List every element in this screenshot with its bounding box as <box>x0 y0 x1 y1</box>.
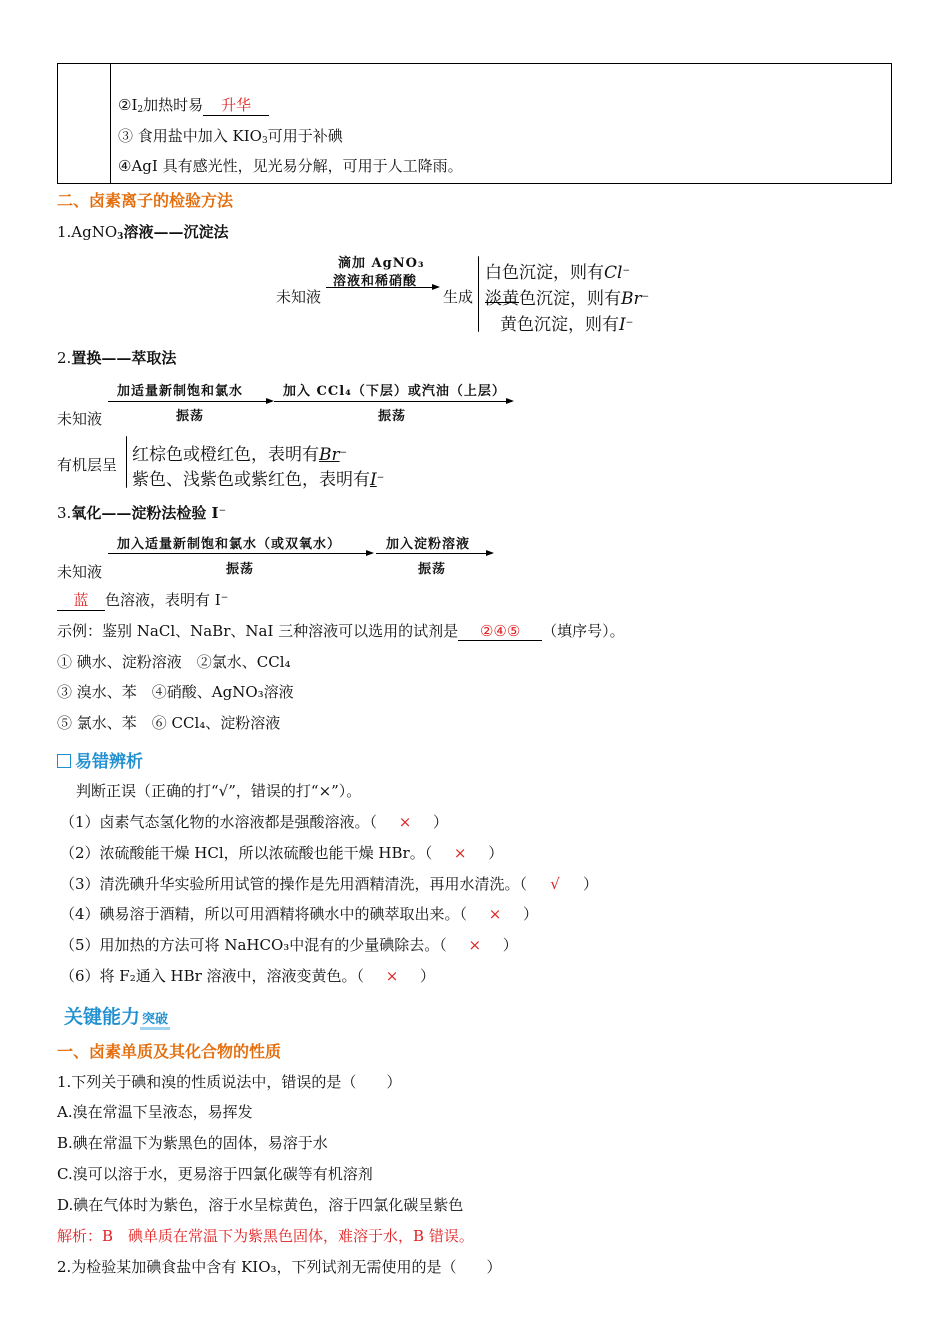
judgement-mark: × <box>398 813 412 831</box>
error-item <box>60 873 598 894</box>
table-row-4: ④AgI 具有感光性，见光易分解，可用于人工降雨。 <box>118 157 463 175</box>
m3-arrow-1 <box>108 553 372 554</box>
close-paren: ） <box>523 905 539 923</box>
minus-sign: − <box>622 266 630 276</box>
explanation <box>57 1225 474 1246</box>
question-2: 2.为检验某加碘食盐中含有 KIO₃，下列试剂无需使用的是（ ） <box>57 1258 502 1276</box>
judgement-mark: × <box>488 905 502 923</box>
minus-sign: − <box>218 506 227 516</box>
close-paren: ） <box>583 875 599 893</box>
errors-title: 易错辨析 <box>75 752 143 772</box>
m3-pre: 3. <box>57 504 72 522</box>
error-item <box>60 842 503 863</box>
m2-r1-text: 红棕色或橙红色，表明有 <box>132 445 319 465</box>
errors-intro: 判断正误（正确的打“√”，错误的打“×”）。 <box>76 782 362 800</box>
m3-result-text: 色溶液，表明有 I <box>105 591 221 609</box>
section-title: 二、卤素离子的检验方法 <box>57 191 234 210</box>
m1-r2-text: 淡黄色沉淀，则有 <box>485 289 621 309</box>
option-a: A.溴在常温下呈液态，易挥发 <box>57 1103 253 1121</box>
m2-arrow2-top: 加入 CCl₄（下层）或汽油（上层） <box>283 384 506 399</box>
underline-mark <box>485 302 519 303</box>
ion-br: Br <box>319 445 340 465</box>
m2-title-text: 置换——萃取法 <box>71 349 177 367</box>
table-row-3 <box>118 125 343 146</box>
m2-result-1 <box>132 440 347 465</box>
m3-title-text: 氧化——淀粉法检验 I <box>71 504 219 522</box>
option-line-3: ⑤ 氯水、苯 ⑥ CCl₄、淀粉溶液 <box>57 714 281 732</box>
m3-arrow1-bot: 振荡 <box>226 562 255 577</box>
error-item-text: （6）将 F₂通入 HBr 溶液中，溶液变黄色。（ <box>60 967 365 985</box>
m1-result-2 <box>485 284 649 309</box>
m2-arrow2-bot: 振荡 <box>378 409 407 424</box>
m1-r3-text: 黄色沉淀，则有 <box>500 315 619 335</box>
close-paren: ） <box>433 813 449 831</box>
method-1-title <box>57 221 228 242</box>
m3-arrow-2 <box>376 553 492 554</box>
m2-layer: 有机层呈 <box>57 456 118 474</box>
m1-r1-text: 白色沉淀，则有 <box>485 263 604 283</box>
ion-i: I <box>619 315 626 335</box>
m3-result <box>57 589 228 611</box>
m2-brace <box>126 436 127 488</box>
m2-pre: 2. <box>57 349 72 367</box>
method-2-title <box>57 347 176 368</box>
m1-arrow <box>326 287 438 288</box>
error-item <box>60 965 435 986</box>
minus-sign: − <box>220 593 229 603</box>
judgement-mark: × <box>385 967 399 985</box>
row2-mid: 加热时易 <box>143 96 204 114</box>
minus-sign: − <box>339 448 348 458</box>
m2-r2-text: 紫色、浅紫色或紫红色，表明有 <box>132 470 370 490</box>
judgement-mark: √ <box>550 875 560 893</box>
close-paren: ） <box>488 844 504 862</box>
option-c: C.溴可以溶于水，更易溶于四氯化碳等有机溶剂 <box>57 1165 373 1183</box>
table-row-2 <box>118 94 269 116</box>
explanation-label: 解析：B <box>57 1227 114 1245</box>
row3-post: 可用于补碘 <box>267 127 343 145</box>
example <box>57 620 625 641</box>
option-b: B.碘在常温下为紫黑色的固体，易溶于水 <box>57 1134 328 1152</box>
row2-sub: 2 <box>137 105 144 115</box>
error-item-text: （2）浓硫酸能干燥 HCl，所以浓硫酸也能干燥 HBr。（ <box>60 844 433 862</box>
m3-arrow2-top: 加入淀粉溶液 <box>386 537 471 552</box>
question-1: 1.下列关于碘和溴的性质说法中，错误的是（ ） <box>57 1073 402 1091</box>
error-item-text: （1）卤素气态氢化物的水溶液都是强酸溶液。（ <box>60 813 378 831</box>
m2-arrow-2 <box>274 401 512 402</box>
minus-sign: − <box>641 292 650 302</box>
m2-left: 未知液 <box>57 410 103 428</box>
error-item <box>60 903 538 924</box>
m1-pre: 1.AgNO <box>57 223 118 241</box>
error-item-text: （5）用加热的方法可将 NaHCO₃中混有的少量碘除去。（ <box>60 936 447 954</box>
answer-blank: 升华 <box>203 94 269 116</box>
ion-cl: Cl <box>604 263 623 283</box>
row3-text: ③ 食用盐中加入 KIO <box>118 127 262 145</box>
badge-text: 关键能力 <box>64 1006 141 1028</box>
m1-left: 未知液 <box>276 288 322 306</box>
m1-result-1 <box>485 258 630 283</box>
answer-blank: 蓝 <box>57 589 105 611</box>
method-3-title <box>57 502 226 523</box>
close-paren: ） <box>502 936 518 954</box>
m2-result-2 <box>132 465 384 490</box>
m1-result-3 <box>500 310 633 335</box>
m1-right: 生成 <box>443 288 474 306</box>
ion-i: I <box>370 470 377 490</box>
error-item <box>60 934 518 955</box>
m3-arrow2-bot: 振荡 <box>418 562 447 577</box>
judgement-mark: × <box>468 936 482 954</box>
m3-arrow1-top: 加入适量新制饱和氯水（或双氧水） <box>117 537 342 552</box>
judgement-mark: × <box>453 844 467 862</box>
option-d: D.碘在气体时为紫色，溶于水呈棕黄色，溶于四氯化碳呈紫色 <box>57 1196 464 1214</box>
minus-sign: − <box>625 318 634 328</box>
ability-badge <box>64 1002 170 1029</box>
table-divider <box>110 64 111 183</box>
m1-post: 溶液——沉淀法 <box>123 223 229 241</box>
error-item <box>60 811 448 832</box>
m2-arrow-1 <box>108 401 272 402</box>
section-title: 一、卤素单质及其化合物的性质 <box>57 1042 282 1061</box>
error-item-text: （4）碘易溶于酒精，所以可用酒精将碘水中的碘萃取出来。（ <box>60 905 468 923</box>
badge-tail: 突破 <box>140 1012 170 1030</box>
ion-br: Br <box>621 289 642 309</box>
m1-sub: 3 <box>117 232 124 242</box>
close-paren: ） <box>420 967 436 985</box>
m1-brace <box>478 256 479 332</box>
row2-text: ②I <box>118 96 138 114</box>
m1-arrow-label-2: 溶液和稀硝酸 <box>333 274 418 289</box>
m2-arrow1-top: 加适量新制饱和氯水 <box>117 384 244 399</box>
errors-heading <box>57 747 143 772</box>
row3-sub: 3 <box>261 136 268 146</box>
error-item-text: （3）清洗碘升华实验所用试管的操作是先用酒精清洗，再用水清洗。（ <box>60 875 528 893</box>
answer-blank: ②④⑤ <box>458 622 542 641</box>
option-line-1: ① 碘水、淀粉溶液 ②氯水、CCl₄ <box>57 653 291 671</box>
m3-left: 未知液 <box>57 563 103 581</box>
example-post: （填序号）。 <box>542 622 625 640</box>
checkbox-icon <box>57 754 71 768</box>
option-line-2: ③ 溴水、苯 ④硝酸、AgNO₃溶液 <box>57 683 294 701</box>
minus-sign: − <box>376 473 385 483</box>
m1-arrow-label-1: 滴加 AgNO₃ <box>338 256 425 271</box>
example-text: 示例：鉴别 NaCl、NaBr、NaI 三种溶液可以选用的试剂是 <box>57 622 459 640</box>
m2-arrow1-bot: 振荡 <box>176 409 205 424</box>
explanation-text: 碘单质在常温下为紫黑色固体，难溶于水，B 错误。 <box>128 1227 474 1245</box>
